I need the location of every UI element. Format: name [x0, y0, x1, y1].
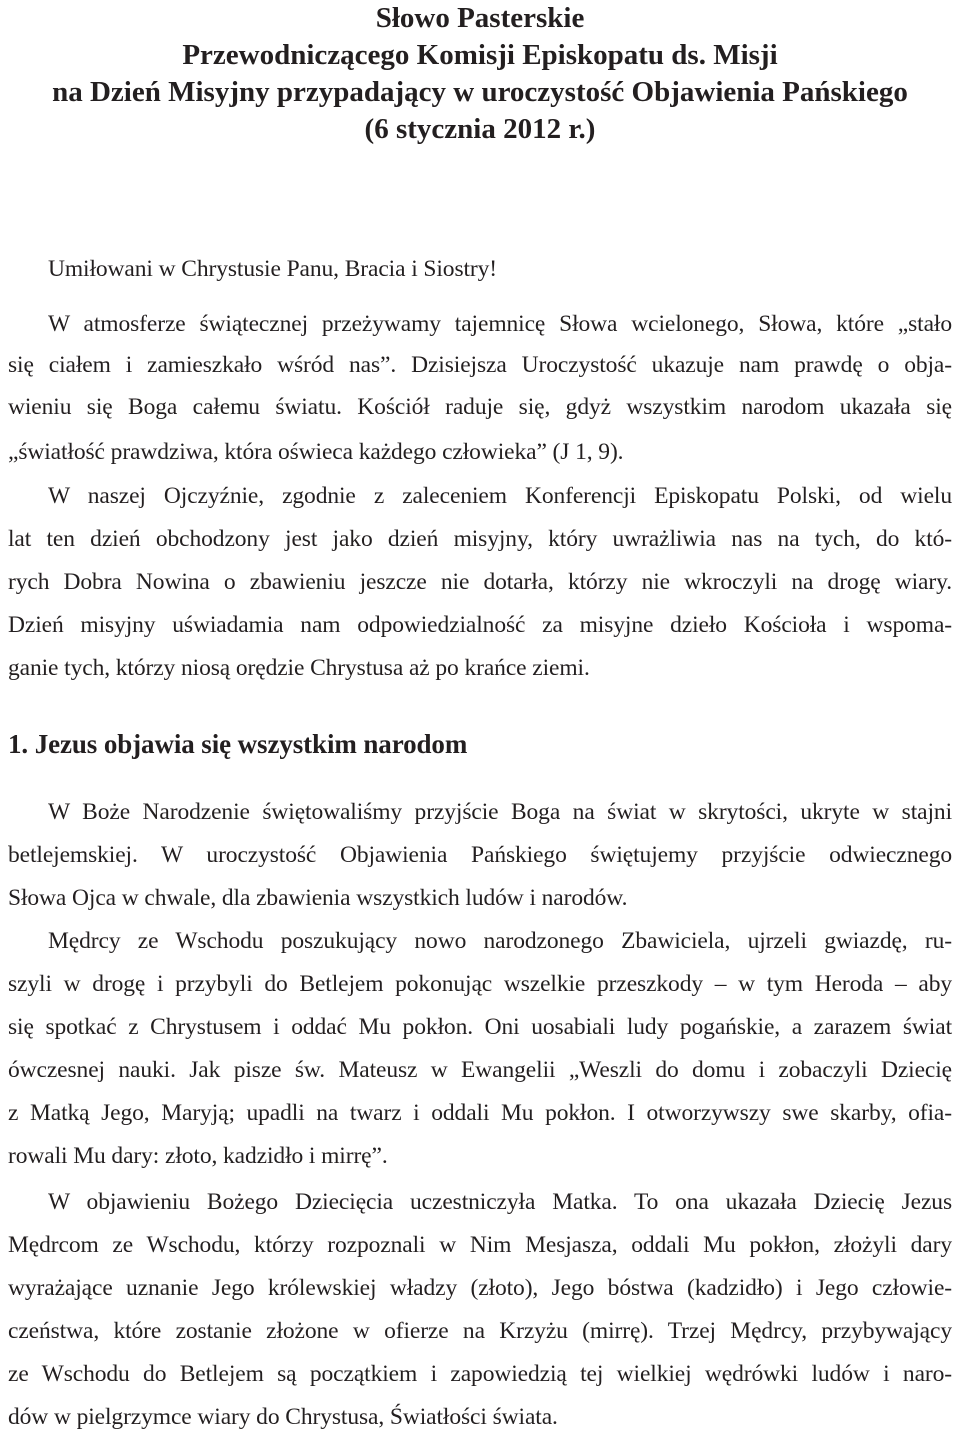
title-line-2: Przewodniczącego Komisji Episkopatu ds. Misji	[182, 39, 778, 71]
paragraph-line: Dzień misyjny uświadamia nam odpowiedzialność za misyjne dzieło Kościoła i wspoma-	[8, 612, 952, 638]
paragraph-line: z Matką Jego, Maryją; upadli na twarz i oddali Mu pokłon. I otworzywszy swe skarby, ofia-	[8, 1100, 952, 1126]
paragraph-line: „światłość prawdziwa, która oświeca każdego człowieka” (J 1, 9).	[8, 439, 624, 465]
paragraph-line: czeństwa, które zostanie złożone w ofierze na Krzyżu (mirrę). Trzej Mędrcy, przybywający	[8, 1318, 952, 1344]
paragraph-line: lat ten dzień obchodzony jest jako dzień misyjny, który uwrażliwia nas na tych, do któ-	[8, 526, 952, 552]
paragraph-line: ówczesnej nauki. Jak pisze św. Mateusz w Ewangelii „Weszli do domu i zobaczyli Dziecię	[8, 1057, 952, 1083]
paragraph-line: rych Dobra Nowina o zbawieniu jeszcze nie dotarła, którzy nie wkroczyli na drogę wiary.	[8, 569, 952, 595]
document-title	[8, 0, 952, 148]
paragraph-line: Słowa Ojca w chwale, dla zbawienia wszystkich ludów i narodów.	[8, 885, 628, 911]
paragraph-line: wyrażające uznanie Jego królewskiej władzy (złoto), Jego bóstwa (kadzidło) i Jego człowie-	[8, 1275, 952, 1301]
paragraph-line: ganie tych, którzy niosą orędzie Chrystusa aż po krańce ziemi.	[8, 655, 590, 681]
paragraph-line: się ciałem i zamieszkało wśród nas”. Dzisiejsza Uroczystość ukazuje nam prawdę o obja-	[8, 352, 952, 378]
salutation: Umiłowani w Chrystusie Panu, Bracia i Siostry!	[48, 256, 498, 282]
title-line-4: (6 stycznia 2012 r.)	[364, 113, 596, 145]
paragraph-line: W naszej Ojczyźnie, zgodnie z zaleceniem Konferencji Episkopatu Polski, od wielu	[48, 483, 952, 509]
paragraph-line: W Boże Narodzenie świętowaliśmy przyjście Boga na świat w skrytości, ukryte w stajni	[48, 799, 952, 825]
paragraph-line: W atmosferze świątecznej przeżywamy tajemnicę Słowa wcielonego, Słowa, które „stało	[48, 311, 952, 337]
paragraph-line: betlejemskiej. W uroczystość Objawienia Pańskiego świętujemy przyjście odwiecznego	[8, 842, 952, 868]
section-heading: 1. Jezus objawia się wszystkim narodom	[8, 729, 468, 759]
paragraph-line: rowali Mu dary: złoto, kadzidło i mirrę”.	[8, 1143, 388, 1169]
paragraph-line: wieniu się Boga całemu światu. Kościół raduje się, gdyż wszystkim narodom ukazała się	[8, 394, 952, 420]
paragraph-line: szyli w drogę i przybyli do Betlejem pokonując wszelkie przeszkody – w tym Heroda – aby	[8, 971, 952, 997]
paragraph-line: ze Wschodu do Betlejem są początkiem i zapowiedzią tej wielkiej wędrówki ludów i naro-	[8, 1361, 952, 1387]
title-line-1: Słowo Pasterskie	[375, 2, 585, 34]
document-page	[8, 0, 952, 1436]
paragraph-line: się spotkać z Chrystusem i oddać Mu pokłon. Oni uosabiali ludy pogańskie, a zarazem świat	[8, 1014, 952, 1040]
paragraph-line: W objawieniu Bożego Dziecięcia uczestniczyła Matka. To ona ukazała Dziecię Jezus	[48, 1189, 952, 1215]
paragraph-line: Mędrcy ze Wschodu poszukujący nowo narodzonego Zbawiciela, ujrzeli gwiazdę, ru-	[48, 928, 952, 954]
title-line-3: na Dzień Misyjny przypadający w uroczystość Objawienia Pańskiego	[52, 76, 908, 108]
paragraph-line: Mędrcom ze Wschodu, którzy rozpoznali w Nim Mesjasza, oddali Mu pokłon, złożyli dary	[8, 1232, 952, 1258]
paragraph-line: dów w pielgrzymce wiary do Chrystusa, Światłości świata.	[8, 1404, 558, 1430]
